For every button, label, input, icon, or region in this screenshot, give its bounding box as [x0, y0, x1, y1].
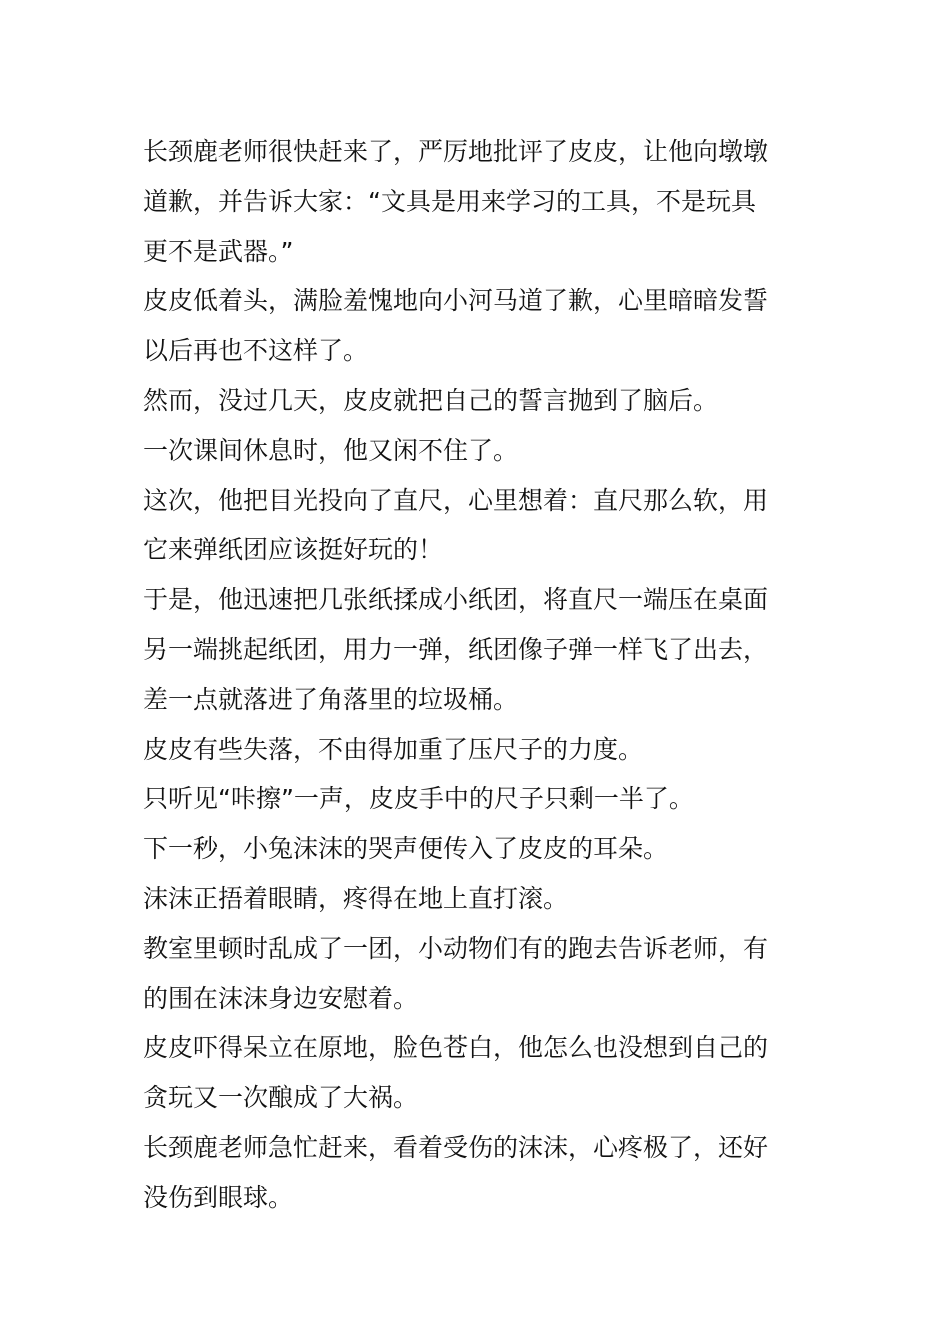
- text-line-14: 只听见“咔擦”一声，皮皮手中的尺子只剩一半了。: [143, 784, 694, 814]
- text-line-17: 教室里顿时乱成了一团，小动物们有的跑去告诉老师，有: [143, 933, 769, 963]
- text-line-2: 道歉，并告诉大家：“文具是用来学习的工具，不是玩具: [143, 186, 756, 216]
- text-line-13: 皮皮有些失落，不由得加重了压尺子的力度。: [143, 734, 644, 764]
- text-line-3: 更不是武器。”: [143, 236, 294, 266]
- text-line-7: 一次课间休息时，他又闲不住了。: [143, 435, 519, 465]
- text-line-4: 皮皮低着头，满脸羞愧地向小河马道了歉，心里暗暗发誓: [143, 286, 769, 316]
- text-line-12: 差一点就落进了角落里的垃圾桶。: [143, 684, 519, 714]
- text-line-20: 贪玩又一次酿成了大祸。: [143, 1083, 419, 1113]
- text-line-6: 然而，没过几天，皮皮就把自己的誓言抛到了脑后。: [143, 385, 719, 415]
- text-line-19: 皮皮吓得呆立在原地，脸色苍白，他怎么也没想到自己的: [143, 1033, 769, 1063]
- story-text: [143, 127, 813, 1223]
- text-line-21: 长颈鹿老师急忙赶来，看着受伤的沫沫，心疼极了，还好: [143, 1132, 769, 1162]
- text-line-1: 长颈鹿老师很快赶来了，严厉地批评了皮皮，让他向墩墩: [143, 137, 769, 166]
- text-line-15: 下一秒，小兔沫沫的哭声便传入了皮皮的耳朵。: [143, 834, 669, 864]
- text-line-16: 沫沫正捂着眼睛，疼得在地上直打滚。: [143, 883, 569, 913]
- text-line-11: 另一端挑起纸团，用力一弹，纸团像子弹一样飞了出去，: [143, 634, 769, 664]
- text-line-22: 没伤到眼球。: [143, 1182, 294, 1212]
- text-line-5: 以后再也不这样了。: [143, 336, 369, 366]
- text-line-8: 这次，他把目光投向了直尺，心里想着：直尺那么软，用: [143, 485, 769, 515]
- text-line-9: 它来弹纸团应该挺好玩的！: [143, 535, 444, 565]
- text-line-18: 的围在沫沫身边安慰着。: [143, 983, 419, 1013]
- text-line-10: 于是，他迅速把几张纸揉成小纸团，将直尺一端压在桌面: [143, 585, 769, 615]
